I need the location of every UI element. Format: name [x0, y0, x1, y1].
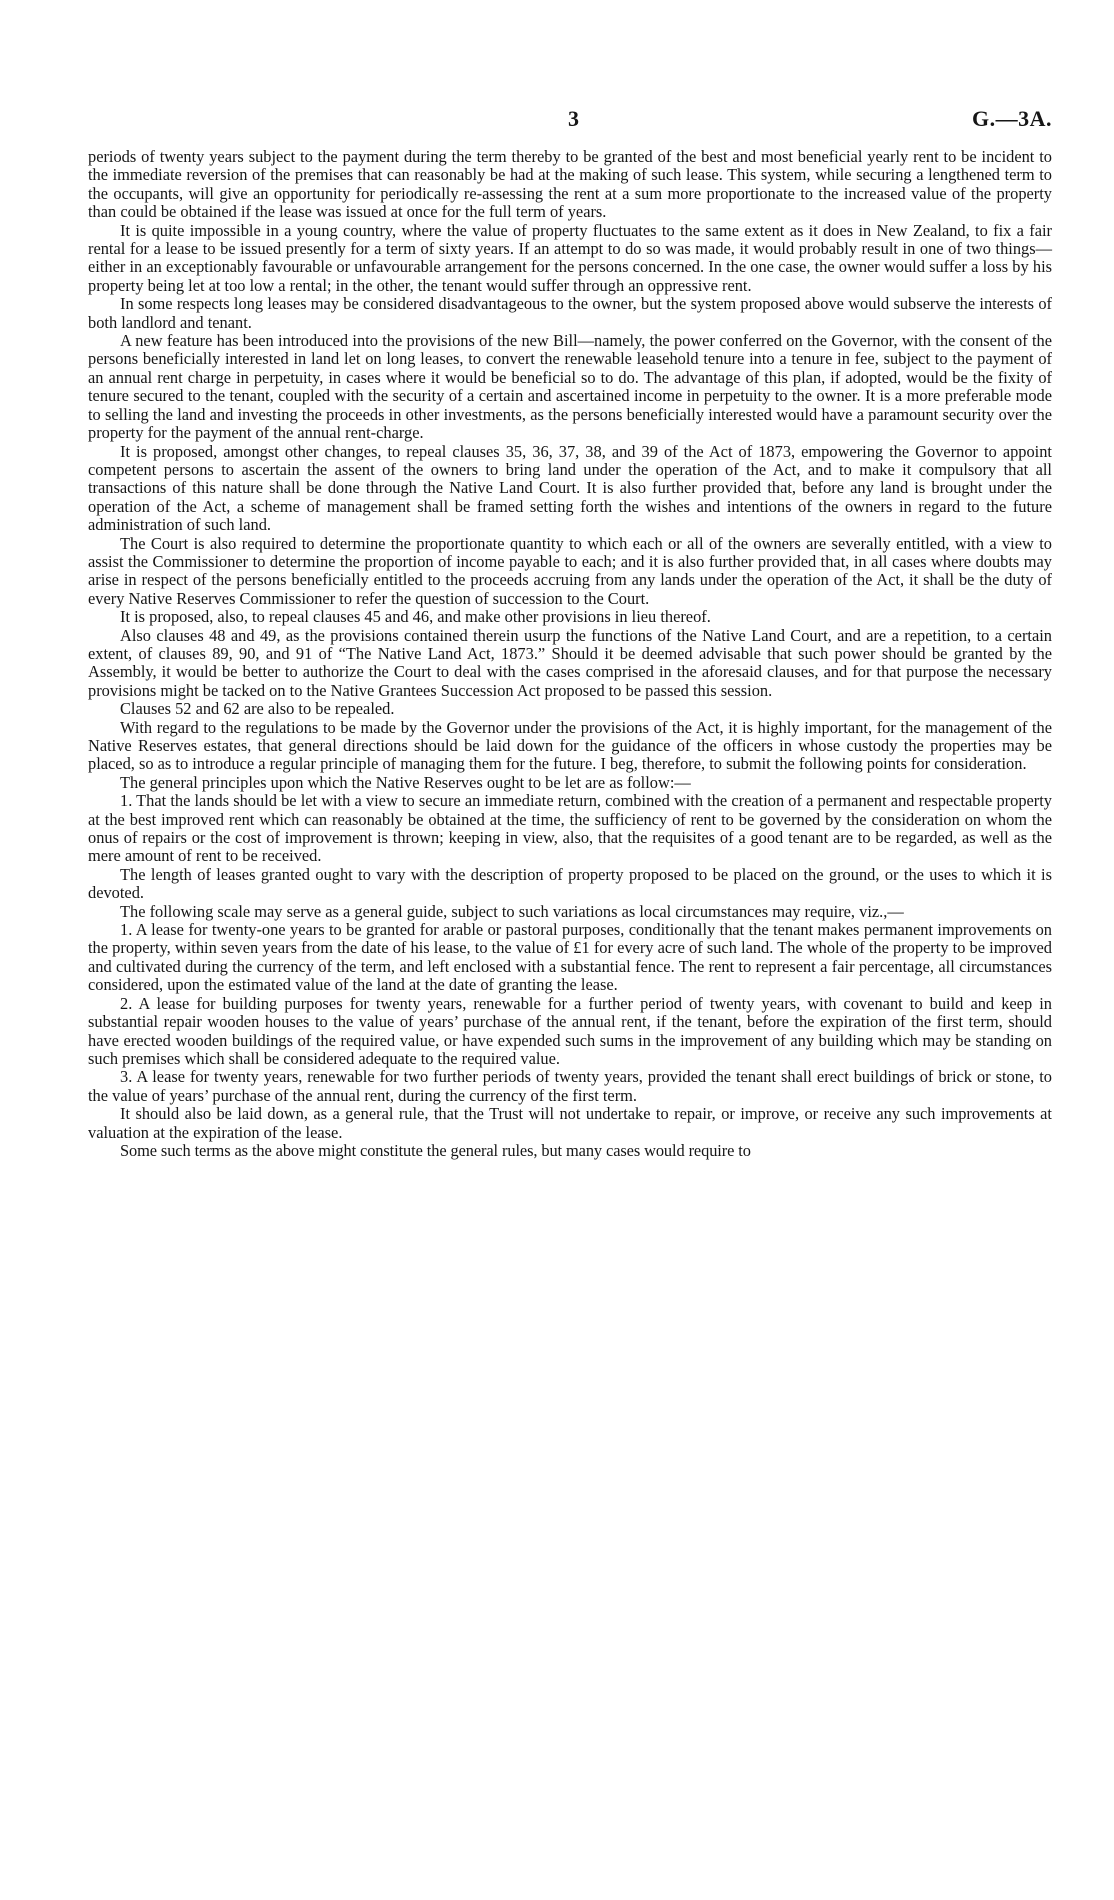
paragraph: It is proposed, also, to repeal clauses 45 and 46, and make other provisions in lieu thereof. [120, 607, 711, 627]
paragraph: It is proposed, amongst other changes, to repeal clauses 35, 36, 37, 38, and 39 of the Act of 1873, empowering the Governor to appoint competent persons to ascertain the assent of the owners to bring land under the operation of the Act, and to make it compulsory that all transactions of this nature shall be done through the Native Land Court. It is also further provided that, before any land is brought under the operation of the Act, a scheme of management shall be framed setting forth the wishes and intentions of the owners in regard to the future administration of such land. [88, 441, 1052, 535]
paragraph: The length of leases granted ought to vary with the description of property proposed to be placed on the ground, or the uses to which it is devoted. [88, 864, 1052, 903]
paragraph: Also clauses 48 and 49, as the provisions contained therein usurp the functions of the Native Land Court, and are a repetition, to a certain extent, of clauses 89, 90, and 91 of “The Native Land Act, 1873.” Should it be deemed advisable that such power should be granted by the Assembly, it would be better to authorize the Court to deal with the cases comprised in the aforesaid clauses, and for that purpose the necessary provisions might be tacked on to the Native Grantees Succession Act proposed to be passed this session. [88, 625, 1052, 700]
paragraph: A new feature has been introduced into the provisions of the new Bill—namely, the power conferred on the Governor, with the consent of the persons beneficially interested in land let on long leases, to convert the renewable leasehold tenure into a tenure in fee, subject to the payment of an annual rent charge in perpetuity, in cases where it would be beneficial so to do. The advantage of this plan, if adopted, would be the fixity of tenure secured to the tenant, coupled with the security of a certain and ascertained income in perpetuity to the owner. It is a more preferable mode to selling the land and investing the proceeds in other investments, as the persons beneficially interested would have a paramount security over the property for the payment of the annual rent-charge. [88, 331, 1052, 443]
paragraph: With regard to the regulations to be made by the Governor under the provisions of the Act, it is highly important, for the management of the Native Reserves estates, that general directions should be laid down for the guidance of the officers in whose custody the properties may be placed, so as to introduce a regular principle of managing them for the future. I beg, therefore, to submit the following points for consideration. [88, 717, 1052, 774]
paragraph: The general principles upon which the Native Reserves ought to be let are as follow:— [120, 772, 691, 792]
paragraph: The Court is also required to determine the proportionate quantity to which each or all of the owners are severally entitled, with a view to assist the Commissioner to determine the proportion of income payable to each; and it is also further provided that, in all cases where doubts may arise in respect of the persons beneficially entitled to the proceeds accruing from any lands under the operation of the Act, it shall be the duty of every Native Reserves Commissioner to refer the question of succession to the Court. [88, 533, 1052, 608]
paragraph: Some such terms as the above might constitute the general rules, but many cases would require to [120, 1140, 751, 1160]
paragraph: In some respects long leases may be considered disadvantageous to the owner, but the system proposed above would subserve the interests of both landlord and tenant. [88, 294, 1052, 332]
paragraph: 1. That the lands should be let with a view to secure an immediate return, combined with the creation of a permanent and respectable property at the best improved rent which can reasonably be obtained at the time, the sufficiency of rent to be governed by the consideration on whom the onus of repairs or the cost of improvement is thrown; keeping in view, also, that the requisites of a good tenant are to be regarded, as well as the mere amount of rent to be received. [88, 791, 1052, 866]
paragraph: The following scale may serve as a general guide, subject to such variations as local circumstances may require, viz.,— [120, 901, 904, 921]
paper-reference: G.—3A. [972, 106, 1052, 131]
paragraph: Clauses 52 and 62 are also to be repealed. [120, 699, 395, 719]
paragraph: 3. A lease for twenty years, renewable for two further periods of twenty years, provided the tenant shall erect buildings of brick or stone, to the value of years’ purchase of the annual rent, during the currency of the first term. [88, 1067, 1052, 1105]
page-number: 3 [568, 106, 579, 131]
paragraph: 2. A lease for building purposes for twenty years, renewable for a further period of twenty years, with covenant to build and keep in substantial repair wooden houses to the value of years’ purchase of the annual rent, if the tenant, before the expiration of the first term, should have erected wooden buildings of the required value, or have expended such sums in the improvement of any building which may be standing on such premises which shall be considered adequate to the required value. [88, 993, 1052, 1068]
paragraph: 1. A lease for twenty-one years to be granted for arable or pastoral purposes, conditionally that the tenant makes permanent improvements on the property, within seven years from the date of his lease, to the value of £1 for every acre of such land. The whole of the property to be improved and cultivated during the currency of the term, and left enclosed with a substantial fence. The rent to represent a fair percentage, all circumstances considered, upon the estimated value of the land at the date of granting the lease. [88, 920, 1052, 995]
paragraph: periods of twenty years subject to the payment during the term thereby to be granted of the best and most beneficial yearly rent to be incident to the immediate reversion of the premises that can reasonably be had at the making of such lease. This system, while securing a lengthened term to the occupants, will give an opportunity for periodically re-assessing the rent at a sum more proportionate to the increased value of the property than could be obtained if the lease was issued at once for the full term of years. [88, 147, 1052, 222]
document-page [88, 102, 1052, 1160]
paragraph: It should also be laid down, as a general rule, that the Trust will not undertake to repair, or improve, or receive any such improvements at valuation at the expiration of the lease. [88, 1104, 1052, 1142]
body-text [88, 148, 1052, 1160]
running-header [88, 102, 1052, 134]
paragraph: It is quite impossible in a young country, where the value of property fluctuates to the same extent as it does in New Zealand, to fix a fair rental for a lease to be issued presently for a term of sixty years. If an attempt to do so was made, it would probably result in one of two things—either in an exceptionably favourable or unfavourable arrangement for the persons concerned. In the one case, the owner would suffer a loss by his property being let at too low a rental; in the other, the tenant would suffer through an oppressive rent. [88, 220, 1052, 295]
